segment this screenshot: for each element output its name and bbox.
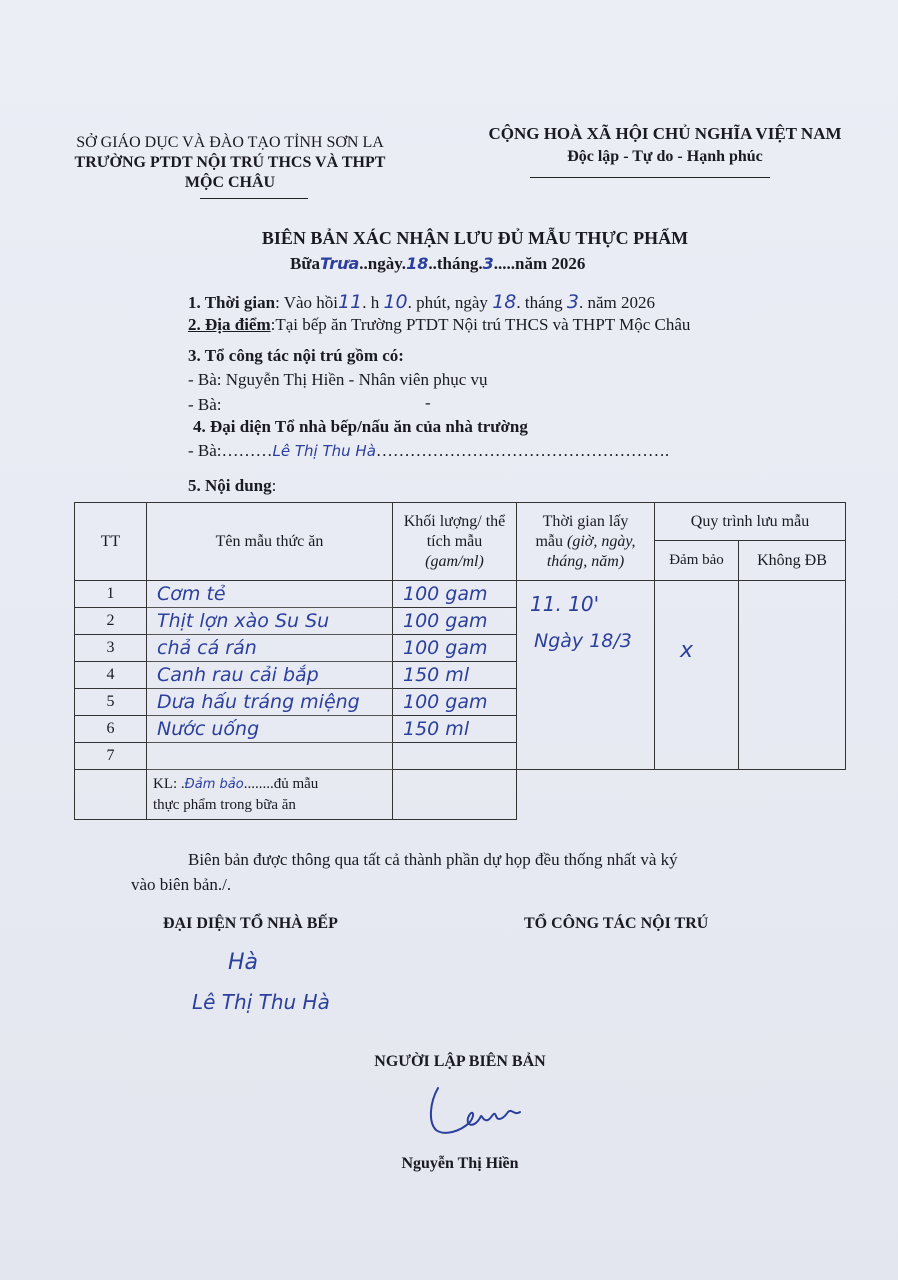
sample-table	[74, 502, 846, 820]
row-tt: 5	[75, 689, 147, 716]
writer-signature	[420, 1082, 530, 1138]
section-content	[188, 476, 276, 496]
month-value: 3	[482, 254, 494, 273]
time-text-a: : Vào hồi	[275, 293, 339, 312]
header-weight-line3: (gam/ml)	[425, 552, 484, 570]
conclusion-suffix: ........đủ mẫu	[243, 776, 319, 792]
time-value-2: Ngày 18/3	[534, 630, 632, 652]
conclusion-line2: thực phẩm trong bữa ăn	[153, 797, 296, 813]
header-weight	[393, 503, 517, 581]
time-text-e: . năm 2026	[579, 293, 656, 312]
row-tt: 3	[75, 635, 147, 662]
row-food-name: Thịt lợn xào Su Su	[147, 608, 393, 635]
notok-column-cell	[739, 581, 846, 770]
section-content-label: 5. Nội dung	[188, 476, 272, 495]
row-weight: 150 ml	[393, 662, 517, 689]
section-time-label: 1. Thời gian	[188, 293, 276, 312]
section-location	[188, 315, 690, 335]
month-label: ..tháng.	[428, 254, 483, 273]
time-month: 3	[566, 291, 579, 313]
row-food-name: chả cá rán	[147, 635, 393, 662]
school-location: MỘC CHÂU	[184, 174, 276, 191]
conclusion-value: Đảm bảo	[184, 777, 244, 792]
row-food-name	[147, 743, 393, 770]
document-title: BIÊN BẢN XÁC NHẬN LƯU ĐỦ MẪU THỰC PHẨM	[261, 228, 689, 248]
row-weight: 150 ml	[393, 716, 517, 743]
writer-name: Nguyễn Thị Hiền	[401, 1155, 519, 1172]
team-member-2: - Bà:	[188, 395, 222, 414]
department-name: SỞ GIÁO DỤC VÀ ĐÀO TẠO TỈNH SƠN LA	[76, 134, 384, 151]
header-tt: TT	[75, 503, 147, 581]
table-row	[75, 581, 846, 608]
header-left	[70, 134, 390, 192]
row-tt: 7	[75, 743, 147, 770]
header-right	[470, 124, 860, 166]
header-notok: Không ĐB	[739, 541, 846, 581]
national-title: CỘNG HOÀ XÃ HỘI CHỦ NGHĨA VIỆT NAM	[488, 124, 842, 143]
kitchen-rep-name: Lê Thị Thu Hà	[272, 442, 376, 460]
row-tt: 2	[75, 608, 147, 635]
kitchen-signer-name: Lê Thị Thu Hà	[192, 990, 330, 1014]
row-food-name: Cơm tẻ	[147, 581, 393, 608]
time-text-d: . tháng	[516, 293, 563, 312]
row-tt: 1	[75, 581, 147, 608]
time-text-c: . phút, ngày	[407, 293, 488, 312]
time-hour: 11	[338, 291, 363, 313]
team-member-1: - Bà: Nguyễn Thị Hiền - Nhân viên phục vụ	[188, 370, 488, 389]
header-time	[517, 503, 655, 581]
section-kitchen-label: 4. Đại diện Tổ nhà bếp/nấu ăn của nhà trường	[193, 417, 528, 436]
row-weight	[393, 743, 517, 770]
kitchen-representative	[188, 441, 669, 461]
row-weight: 100 gam	[393, 635, 517, 662]
conclusion-row	[75, 770, 846, 820]
kitchen-sign-title: ĐẠI DIỆN TỔ NHÀ BẾP	[163, 915, 338, 932]
header-right-rule	[530, 177, 770, 178]
conclusion-line1	[153, 774, 392, 795]
header-food-name: Tên mẫu thức ăn	[147, 503, 393, 581]
conclusion-weight	[393, 770, 517, 820]
header-left-rule	[200, 198, 308, 199]
row-tt: 6	[75, 716, 147, 743]
row-weight: 100 gam	[393, 608, 517, 635]
header-time-line1: Thời gian lấy	[542, 512, 629, 530]
header-weight-line1: Khối lượng/ thể	[403, 512, 506, 530]
row-tt: 4	[75, 662, 147, 689]
year-label: .....năm 2026	[493, 254, 586, 273]
header-time-line3: tháng, năm)	[546, 552, 625, 570]
national-motto: Độc lập - Tự do - Hạnh phúc	[567, 148, 763, 165]
header-weight-line2: tích mẫu	[426, 532, 483, 550]
section-location-label: 2. Địa điểm	[188, 315, 271, 334]
school-name: TRƯỜNG PTDT NỘI TRÚ THCS VÀ THPT	[74, 154, 386, 171]
conclusion-prefix: KL: .	[153, 776, 185, 792]
ok-column-cell	[655, 581, 739, 770]
time-minute: 10	[383, 291, 408, 313]
row-food-name: Canh rau cải bắp	[147, 662, 393, 689]
row-food-name: Dưa hấu tráng miệng	[147, 689, 393, 716]
kitchen-rep-suffix: …………………………………………….	[375, 441, 670, 460]
header-time-line2	[517, 532, 654, 552]
section-content-colon: :	[271, 476, 277, 495]
boarding-sign-title: TỔ CÔNG TÁC NỘI TRÚ	[524, 915, 709, 932]
section-team-label: 3. Tổ công tác nội trú gồm có:	[188, 346, 404, 365]
row-weight: 100 gam	[393, 581, 517, 608]
team-member-2-dash: -	[425, 393, 431, 412]
conclusion-cell	[147, 770, 393, 820]
kitchen-signature: Hà	[228, 950, 259, 975]
row-food-name: Nước uống	[147, 716, 393, 743]
meal-value: Trưa	[320, 254, 360, 273]
conclusion-tt	[75, 770, 147, 820]
time-day: 18	[492, 291, 517, 313]
closing-line1: Biên bản được thông qua tất cả thành phần dự họp đều thống nhất và ký	[188, 850, 678, 869]
header-process: Quy trình lưu mẫu	[655, 503, 846, 541]
ok-mark: x	[680, 638, 694, 663]
writer-sign-title: NGƯỜI LẬP BIÊN BẢN	[374, 1053, 546, 1070]
header-time-line2b: (giờ, ngày,	[567, 532, 636, 550]
day-label: ..ngày.	[359, 254, 407, 273]
time-value-1: 11. 10'	[530, 592, 600, 616]
header-ok: Đảm bảo	[655, 541, 739, 581]
section-time	[188, 291, 655, 313]
section-location-text: :Tại bếp ăn Trường PTDT Nội trú THCS và THPT Mộc Châu	[270, 315, 691, 334]
time-text-b: . h	[362, 293, 380, 312]
kitchen-rep-prefix: - Bà:………	[188, 441, 273, 460]
closing-line2: vào biên bản./.	[131, 875, 232, 894]
document-subtitle	[290, 254, 585, 274]
meal-label: Bữa	[290, 254, 321, 273]
row-weight: 100 gam	[393, 689, 517, 716]
header-time-line2a: mẫu	[535, 532, 567, 550]
day-value: 18	[406, 254, 429, 273]
